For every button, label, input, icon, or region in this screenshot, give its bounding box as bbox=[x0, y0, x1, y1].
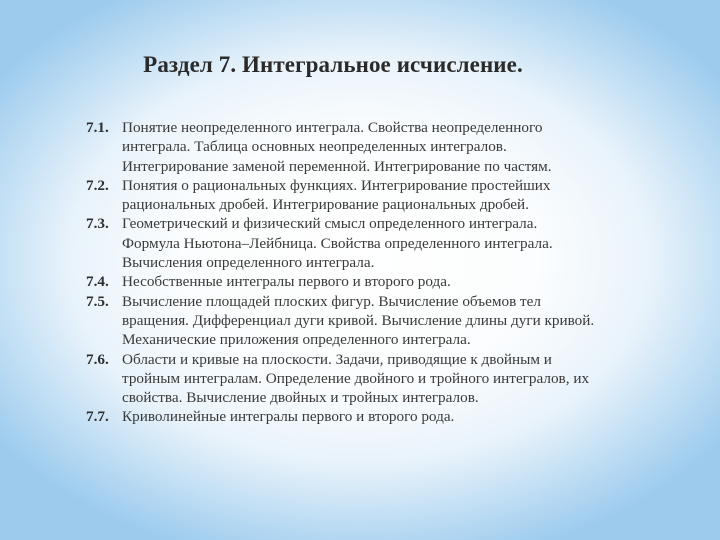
item-number: 7.3. bbox=[86, 215, 109, 233]
slide-title: Раздел 7. Интегральное исчисление. bbox=[143, 52, 523, 77]
list-item bbox=[86, 118, 686, 176]
item-number: 7.6. bbox=[86, 350, 109, 368]
item-line: Вычисления определенного интеграла. bbox=[122, 254, 375, 272]
item-text bbox=[122, 176, 686, 215]
list-item bbox=[86, 176, 686, 215]
item-line: интеграла. Таблица основных неопределенных интегралов. bbox=[122, 138, 507, 156]
item-line: Формула Ньютона–Лейбница. Свойства определенного интеграла. bbox=[122, 234, 553, 252]
item-text bbox=[122, 407, 686, 426]
item-line: Области и кривые на плоскости. Задачи, приводящие к двойным и bbox=[122, 350, 552, 368]
item-number: 7.7. bbox=[86, 408, 109, 426]
item-line: Понятие неопределенного интеграла. Свойства неопределенного bbox=[122, 119, 543, 136]
list-item bbox=[86, 407, 686, 426]
item-line: тройным интегралам. Определение двойного и тройного интегралов, их bbox=[122, 369, 590, 387]
item-line: Геометрический и физический смысл определенного интеграла. bbox=[122, 215, 538, 233]
item-text bbox=[122, 214, 686, 272]
item-number: 7.1. bbox=[86, 119, 109, 136]
item-number: 7.2. bbox=[86, 176, 109, 194]
item-line: Интегрирование заменой переменной. Интегрирование по частям. bbox=[122, 157, 552, 175]
item-line: Вычисление площадей плоских фигур. Вычисление объемов тел bbox=[122, 292, 541, 310]
item-line: свойства. Вычисление двойных и тройных интегралов. bbox=[122, 389, 479, 407]
item-text bbox=[122, 292, 686, 350]
item-line: Понятия о рациональных функциях. Интегрирование простейших bbox=[122, 176, 551, 194]
item-line: рациональных дробей. Интегрирование рациональных дробей. bbox=[122, 196, 529, 214]
item-line: Механические приложения определенного интеграла. bbox=[122, 331, 471, 349]
list-item bbox=[86, 350, 686, 408]
section-list bbox=[86, 118, 686, 427]
item-line: вращения. Дифференциал дуги кривой. Вычисление длины дуги кривой. bbox=[122, 311, 595, 329]
item-line: Криволинейные интегралы первого и второго рода. bbox=[122, 408, 455, 426]
item-text bbox=[122, 272, 686, 291]
item-text bbox=[122, 118, 686, 176]
item-line: Несобственные интегралы первого и второго рода. bbox=[122, 273, 451, 291]
list-item bbox=[86, 292, 686, 350]
item-number: 7.4. bbox=[86, 273, 109, 291]
list-item bbox=[86, 214, 686, 272]
item-number: 7.5. bbox=[86, 292, 109, 310]
item-text bbox=[122, 350, 686, 408]
list-item bbox=[86, 272, 686, 291]
